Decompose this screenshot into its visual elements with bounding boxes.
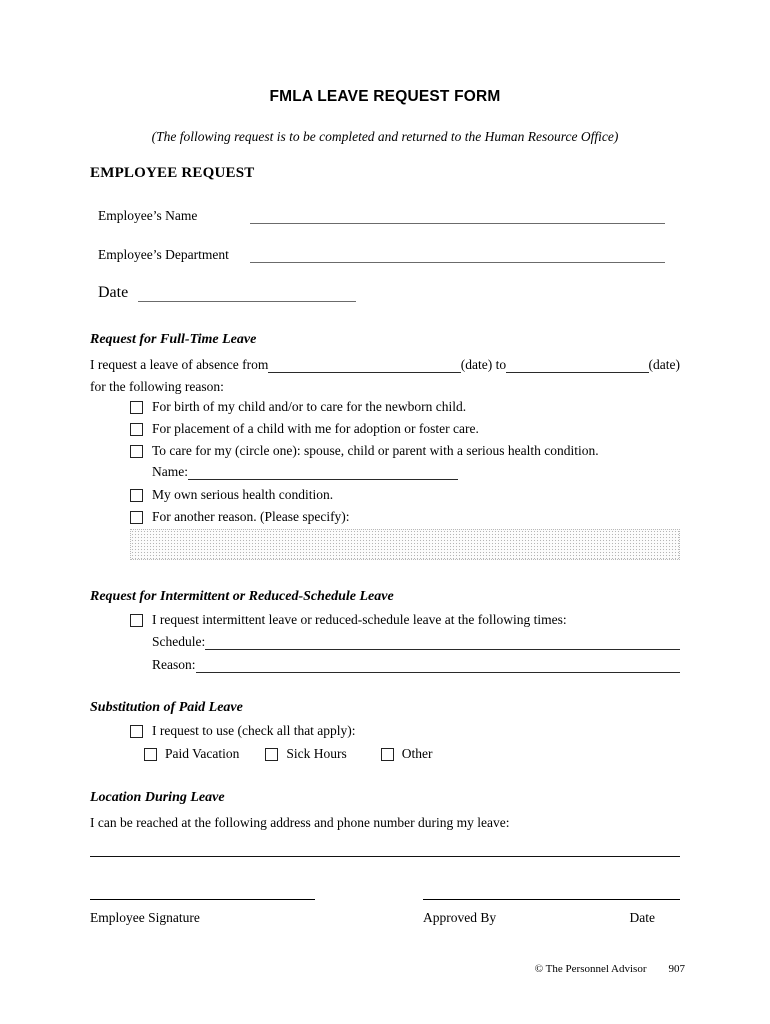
paid-vacation-label: Paid Vacation <box>165 746 240 761</box>
reason-input[interactable] <box>196 658 681 673</box>
checkbox-substitution[interactable] <box>130 725 143 738</box>
checkbox-other[interactable] <box>381 748 394 761</box>
checkbox-sick-hours[interactable] <box>265 748 278 761</box>
leave-from-date-input[interactable] <box>268 358 460 373</box>
schedule-label: Schedule: <box>152 634 206 649</box>
family-member-name-row <box>152 464 680 480</box>
reason-intro-text: for the following reason: <box>90 379 224 394</box>
substitution-types-row <box>144 747 680 761</box>
reason-option-label: To care for my (circle one): spouse, child or parent with a serious health condition. <box>152 443 599 458</box>
checkbox-intermittent[interactable] <box>130 614 143 627</box>
reason-option-row <box>130 510 680 524</box>
intermittent-leave-heading: Request for Intermittent or Reduced-Schedule Leave <box>90 589 394 604</box>
schedule-row <box>152 634 680 650</box>
employee-signature-line[interactable] <box>90 899 315 901</box>
form-title: FMLA LEAVE REQUEST FORM <box>269 88 501 105</box>
substitution-heading: Substitution of Paid Leave <box>90 700 243 715</box>
reason-option-row <box>130 444 680 458</box>
substitution-option-row <box>130 724 680 738</box>
reason-option-label: For another reason. (Please specify): <box>152 509 350 524</box>
checkbox-paid-vacation[interactable] <box>144 748 157 761</box>
schedule-input[interactable] <box>205 635 680 650</box>
reason-row <box>152 657 680 673</box>
reason-option-row <box>130 422 680 436</box>
sick-hours-label: Sick Hours <box>286 746 347 761</box>
family-member-name-label: Name: <box>152 464 188 479</box>
date-input[interactable] <box>138 287 356 302</box>
date-label: Date <box>98 284 129 301</box>
other-label: Other <box>401 746 433 761</box>
employee-name-label: Employee’s Name <box>98 208 198 223</box>
checkbox-own-health[interactable] <box>130 489 143 502</box>
approved-by-label: Approved By <box>423 910 497 925</box>
location-heading: Location During Leave <box>90 790 225 805</box>
reason-option-label: My own serious health condition. <box>152 487 334 502</box>
reason-option-label: For placement of a child with me for adoption or foster care. <box>152 421 479 436</box>
intermittent-option-row <box>130 613 680 627</box>
family-member-name-input[interactable] <box>188 465 458 480</box>
date-row <box>90 284 680 302</box>
checkbox-birth[interactable] <box>130 401 143 414</box>
other-reason-specify-box[interactable] <box>130 529 680 560</box>
approval-block <box>423 899 680 926</box>
reason-label: Reason: <box>152 657 196 672</box>
leave-dates-row <box>90 355 680 373</box>
approved-by-line[interactable] <box>423 899 680 901</box>
leave-dates-prefix: I request a leave of absence from <box>90 357 269 372</box>
location-text: I can be reached at the following address and phone number during my leave: <box>90 815 510 830</box>
paid-vacation-option <box>144 746 239 762</box>
reason-option-label: For birth of my child and/or to care for the newborn child. <box>152 399 467 414</box>
reason-option-row <box>130 400 680 414</box>
form-subtitle: (The following request is to be completed and returned to the Human Resource Office) <box>151 129 619 144</box>
address-phone-input[interactable] <box>90 856 680 857</box>
employee-signature-label: Employee Signature <box>90 910 200 925</box>
page-footer <box>0 963 770 975</box>
employee-signature-block <box>90 899 315 926</box>
employee-department-label: Employee’s Department <box>98 247 229 262</box>
copyright-text: © The Personnel Advisor <box>534 963 647 975</box>
leave-dates-suffix: (date) <box>648 357 680 372</box>
leave-to-date-input[interactable] <box>506 358 648 373</box>
substitution-option-label: I request to use (check all that apply): <box>152 723 356 738</box>
approval-date-label: Date <box>629 910 655 925</box>
checkbox-care-family[interactable] <box>130 445 143 458</box>
page-number: 907 <box>668 963 685 975</box>
employee-name-row <box>90 206 680 224</box>
employee-name-input[interactable] <box>250 209 665 224</box>
signature-row <box>90 899 680 926</box>
leave-dates-mid: (date) to <box>460 357 507 372</box>
sick-hours-option <box>265 746 346 762</box>
checkbox-other-reason[interactable] <box>130 511 143 524</box>
employee-department-input[interactable] <box>250 248 665 263</box>
checkbox-placement[interactable] <box>130 423 143 436</box>
intermittent-option-label: I request intermittent leave or reduced-schedule leave at the following times: <box>152 612 567 627</box>
employee-request-heading: EMPLOYEE REQUEST <box>90 165 255 181</box>
employee-department-row <box>90 245 680 263</box>
other-option <box>381 746 433 762</box>
reason-option-row <box>130 488 680 502</box>
full-time-leave-heading: Request for Full-Time Leave <box>90 332 257 347</box>
